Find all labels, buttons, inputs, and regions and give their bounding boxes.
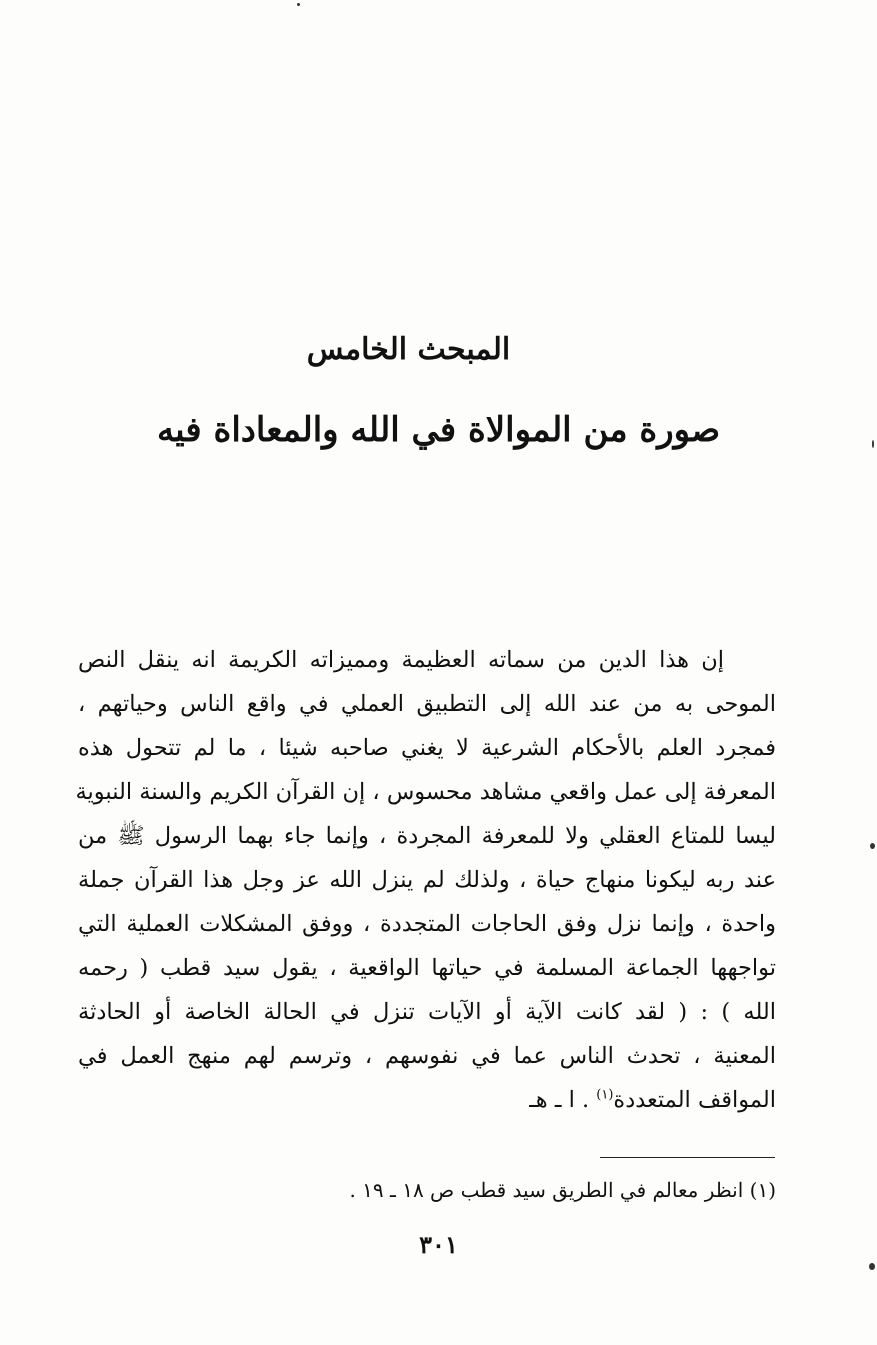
chapter-title: صورة من الموالاة في الله والمعاداة فيه: [156, 410, 721, 450]
body-line: فمجرد العلم بالأحكام الشرعية لا يغني صاحبه شيئا ، ما لم تتحول هذه: [78, 735, 776, 761]
body-line: تواجهها الجماعة المسلمة في حياتها الواقعية ، يقول سيد قطب ( رحمه: [78, 955, 776, 981]
footnote-divider: [600, 1157, 775, 1158]
body-line: الله ) : ( لقد كانت الآية أو الآيات تنزل في الحالة الخاصة أو الحادثة: [78, 999, 776, 1025]
footnote-marker[interactable]: (١): [596, 1087, 614, 1103]
scan-speck: [872, 440, 874, 448]
body-line: عند ربه ليكونا منهاج حياة ، ولذلك لم ينزل الله عز وجل هذا القرآن جملة: [78, 867, 776, 893]
last-line-text: المواقف المتعددة: [613, 1087, 776, 1113]
body-last-line: [78, 1078, 776, 1122]
body-paragraph: [75, 638, 776, 1122]
section-heading: المبحث الخامس: [306, 332, 511, 367]
body-line: ليسا للمتاع العقلي ولا للمعرفة المجردة ، وإنما جاء بهما الرسول ﷺ من: [78, 823, 776, 849]
last-line-ending: . ا ـ هـ: [529, 1087, 597, 1113]
body-line: المعرفة إلى عمل واقعي مشاهد محسوس ، إن القرآن الكريم والسنة النبوية: [75, 779, 776, 805]
scan-speck: [297, 3, 300, 6]
body-line: الموحى به من عند الله إلى التطبيق العملي في واقع الناس وحياتهم ،: [78, 691, 776, 717]
body-line: إن هذا الدين من سماته العظيمة ومميزاته الكريمة انه ينقل النص: [78, 647, 724, 673]
body-line: واحدة ، وإنما نزل وفق الحاجات المتجددة ، ووفق المشكلات العملية التي: [78, 911, 776, 937]
scan-speck: [869, 1263, 875, 1270]
page-number: ٣٠١: [419, 1230, 458, 1259]
footnote: (١) انظر معالم في الطريق سيد قطب ص ١٨ ـ ١٩ .: [349, 1178, 776, 1202]
body-line: المعنية ، تحدث الناس عما في نفوسهم ، وترسم لهم منهج العمل في: [78, 1043, 776, 1069]
scan-speck: [870, 843, 875, 849]
